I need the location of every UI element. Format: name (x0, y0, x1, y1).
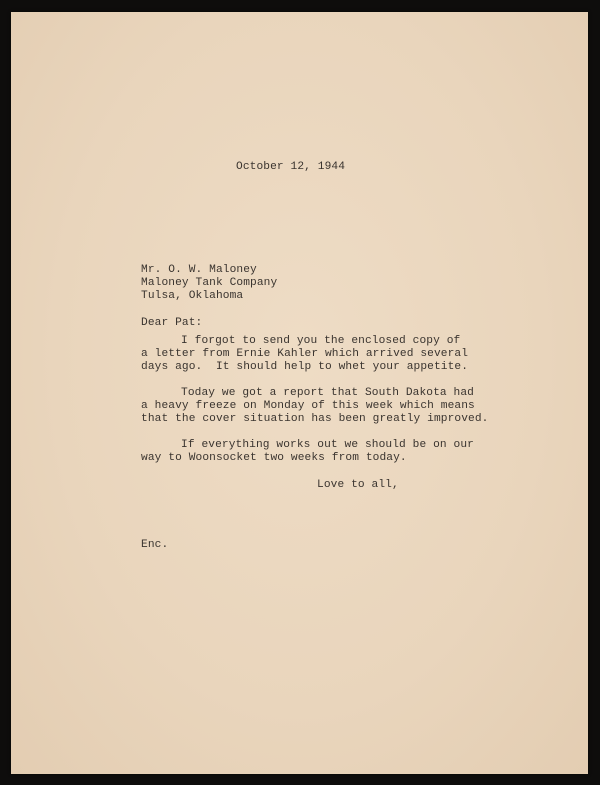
paragraph-1-line-1: I forgot to send you the enclosed copy of (181, 335, 461, 347)
letter-page (11, 12, 588, 774)
paragraph-3-line-2: way to Woonsocket two weeks from today. (141, 452, 407, 464)
salutation: Dear Pat: (141, 317, 203, 329)
letter-date: October 12, 1944 (236, 161, 346, 173)
paragraph-2-line-3: that the cover situation has been greatly improved. (141, 413, 489, 425)
paragraph-3-line-1: If everything works out we should be on our (181, 439, 474, 451)
recipient-city: Tulsa, Oklahoma (141, 290, 244, 302)
recipient-company: Maloney Tank Company (141, 277, 278, 289)
paragraph-2-line-1: Today we got a report that South Dakota had (181, 387, 474, 399)
paragraph-2-line-2: a heavy freeze on Monday of this week which means (141, 400, 475, 412)
recipient-name: Mr. O. W. Maloney (141, 264, 257, 276)
closing: Love to all, (317, 479, 399, 491)
paragraph-1-line-2: a letter from Ernie Kahler which arrived several (141, 348, 469, 360)
enclosure-note: Enc. (141, 539, 169, 551)
paragraph-1-line-3: days ago. It should help to whet your appetite. (141, 361, 469, 373)
